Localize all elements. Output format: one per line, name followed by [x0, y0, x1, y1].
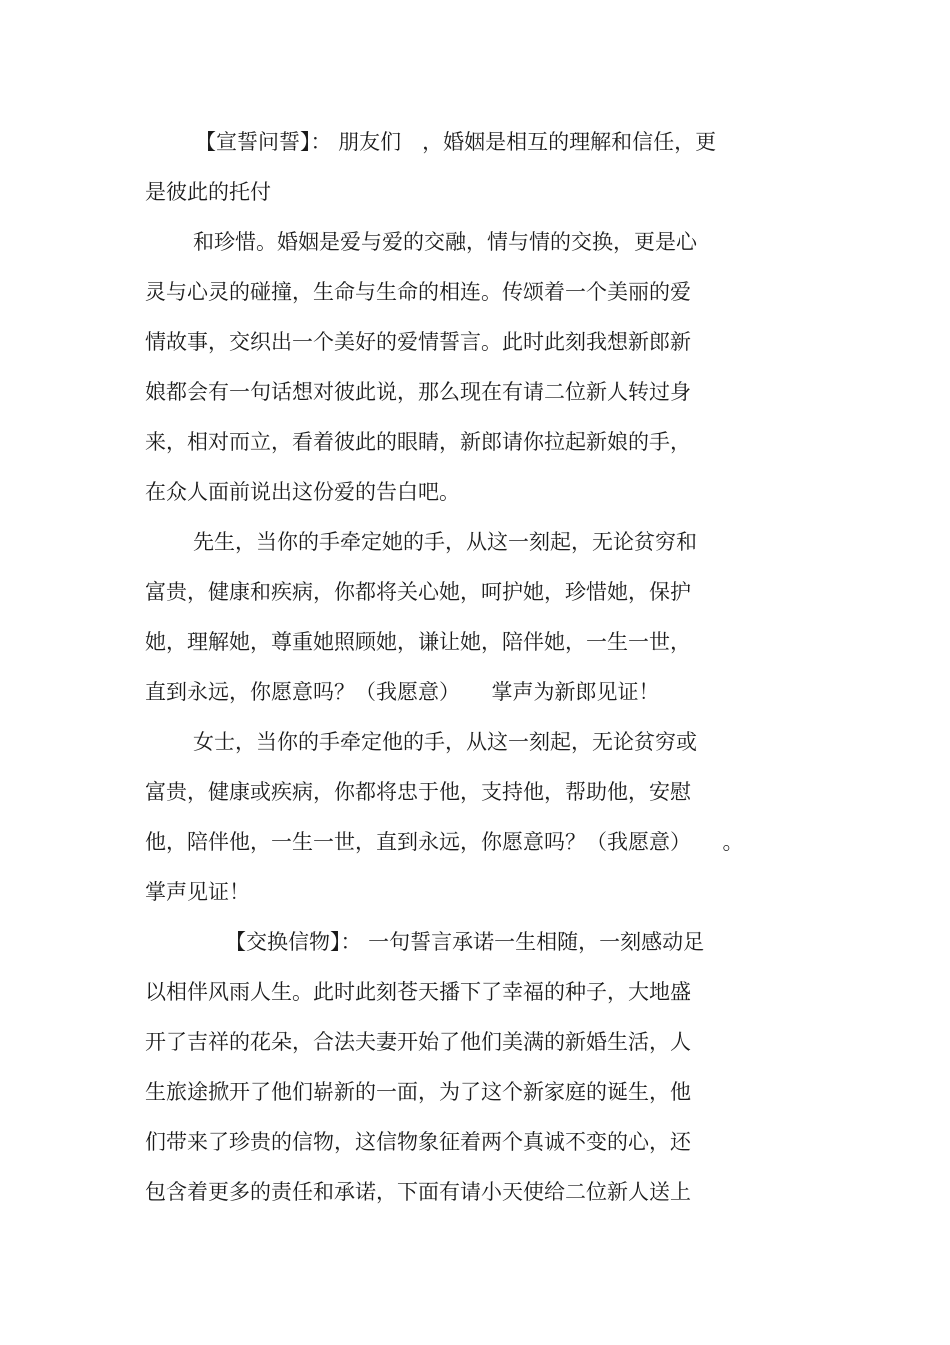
text-line: 【交换信物】： 一句誓言承诺一生相随，一刻感动足: [225, 930, 705, 954]
text-line: 直到永远，你愿意吗？（我愿意） 掌声为新郎见证！: [145, 680, 660, 704]
text-line: 包含着更多的责任和承诺，下面有请小天使给二位新人送上: [145, 1180, 691, 1204]
text-line: 们带来了珍贵的信物，这信物象征着两个真诚不变的心，还: [145, 1130, 691, 1154]
text-line: 富贵，健康或疾病，你都将忠于他，支持他，帮助他，安慰: [145, 780, 691, 804]
text-line: 开了吉祥的花朵，合法夫妻开始了他们美满的新婚生活，人: [145, 1030, 691, 1054]
text-line: 她，理解她，尊重她照顾她，谦让她，陪伴她，一生一世，: [145, 630, 691, 654]
text-line: 来，相对而立，看着彼此的眼睛，新郎请你拉起新娘的手，: [145, 430, 691, 454]
text-line: 是彼此的托付: [145, 180, 271, 204]
text-line: 情故事，交织出一个美好的爱情誓言。此时此刻我想新郎新: [145, 330, 691, 354]
text-line: 以相伴风雨人生。此时此刻苍天播下了幸福的种子，大地盛: [145, 980, 691, 1004]
text-line: 娘都会有一句话想对彼此说，那么现在有请二位新人转过身: [145, 380, 691, 404]
text-line: 【宣誓问誓】： 朋友们 ，婚姻是相互的理解和信任，更: [195, 130, 717, 154]
text-line: 富贵，健康和疾病，你都将关心她，呵护她，珍惜她，保护: [145, 580, 691, 604]
text-line: 生旅途掀开了他们崭新的一面，为了这个新家庭的诞生，他: [145, 1080, 691, 1104]
text-line: 和珍惜。婚姻是爱与爱的交融，情与情的交换，更是心: [193, 230, 697, 254]
text-line: 在众人面前说出这份爱的告白吧。: [145, 480, 460, 504]
text-line: 女士，当你的手牵定他的手，从这一刻起，无论贫穷或: [193, 730, 697, 754]
text-line: 他，陪伴他，一生一世，直到永远，你愿意吗？（我愿意） 。: [145, 830, 744, 854]
text-line: 灵与心灵的碰撞，生命与生命的相连。传颂着一个美丽的爱: [145, 280, 691, 304]
text-line: 先生，当你的手牵定她的手，从这一刻起，无论贫穷和: [193, 530, 697, 554]
text-line: 掌声见证！: [145, 880, 250, 904]
